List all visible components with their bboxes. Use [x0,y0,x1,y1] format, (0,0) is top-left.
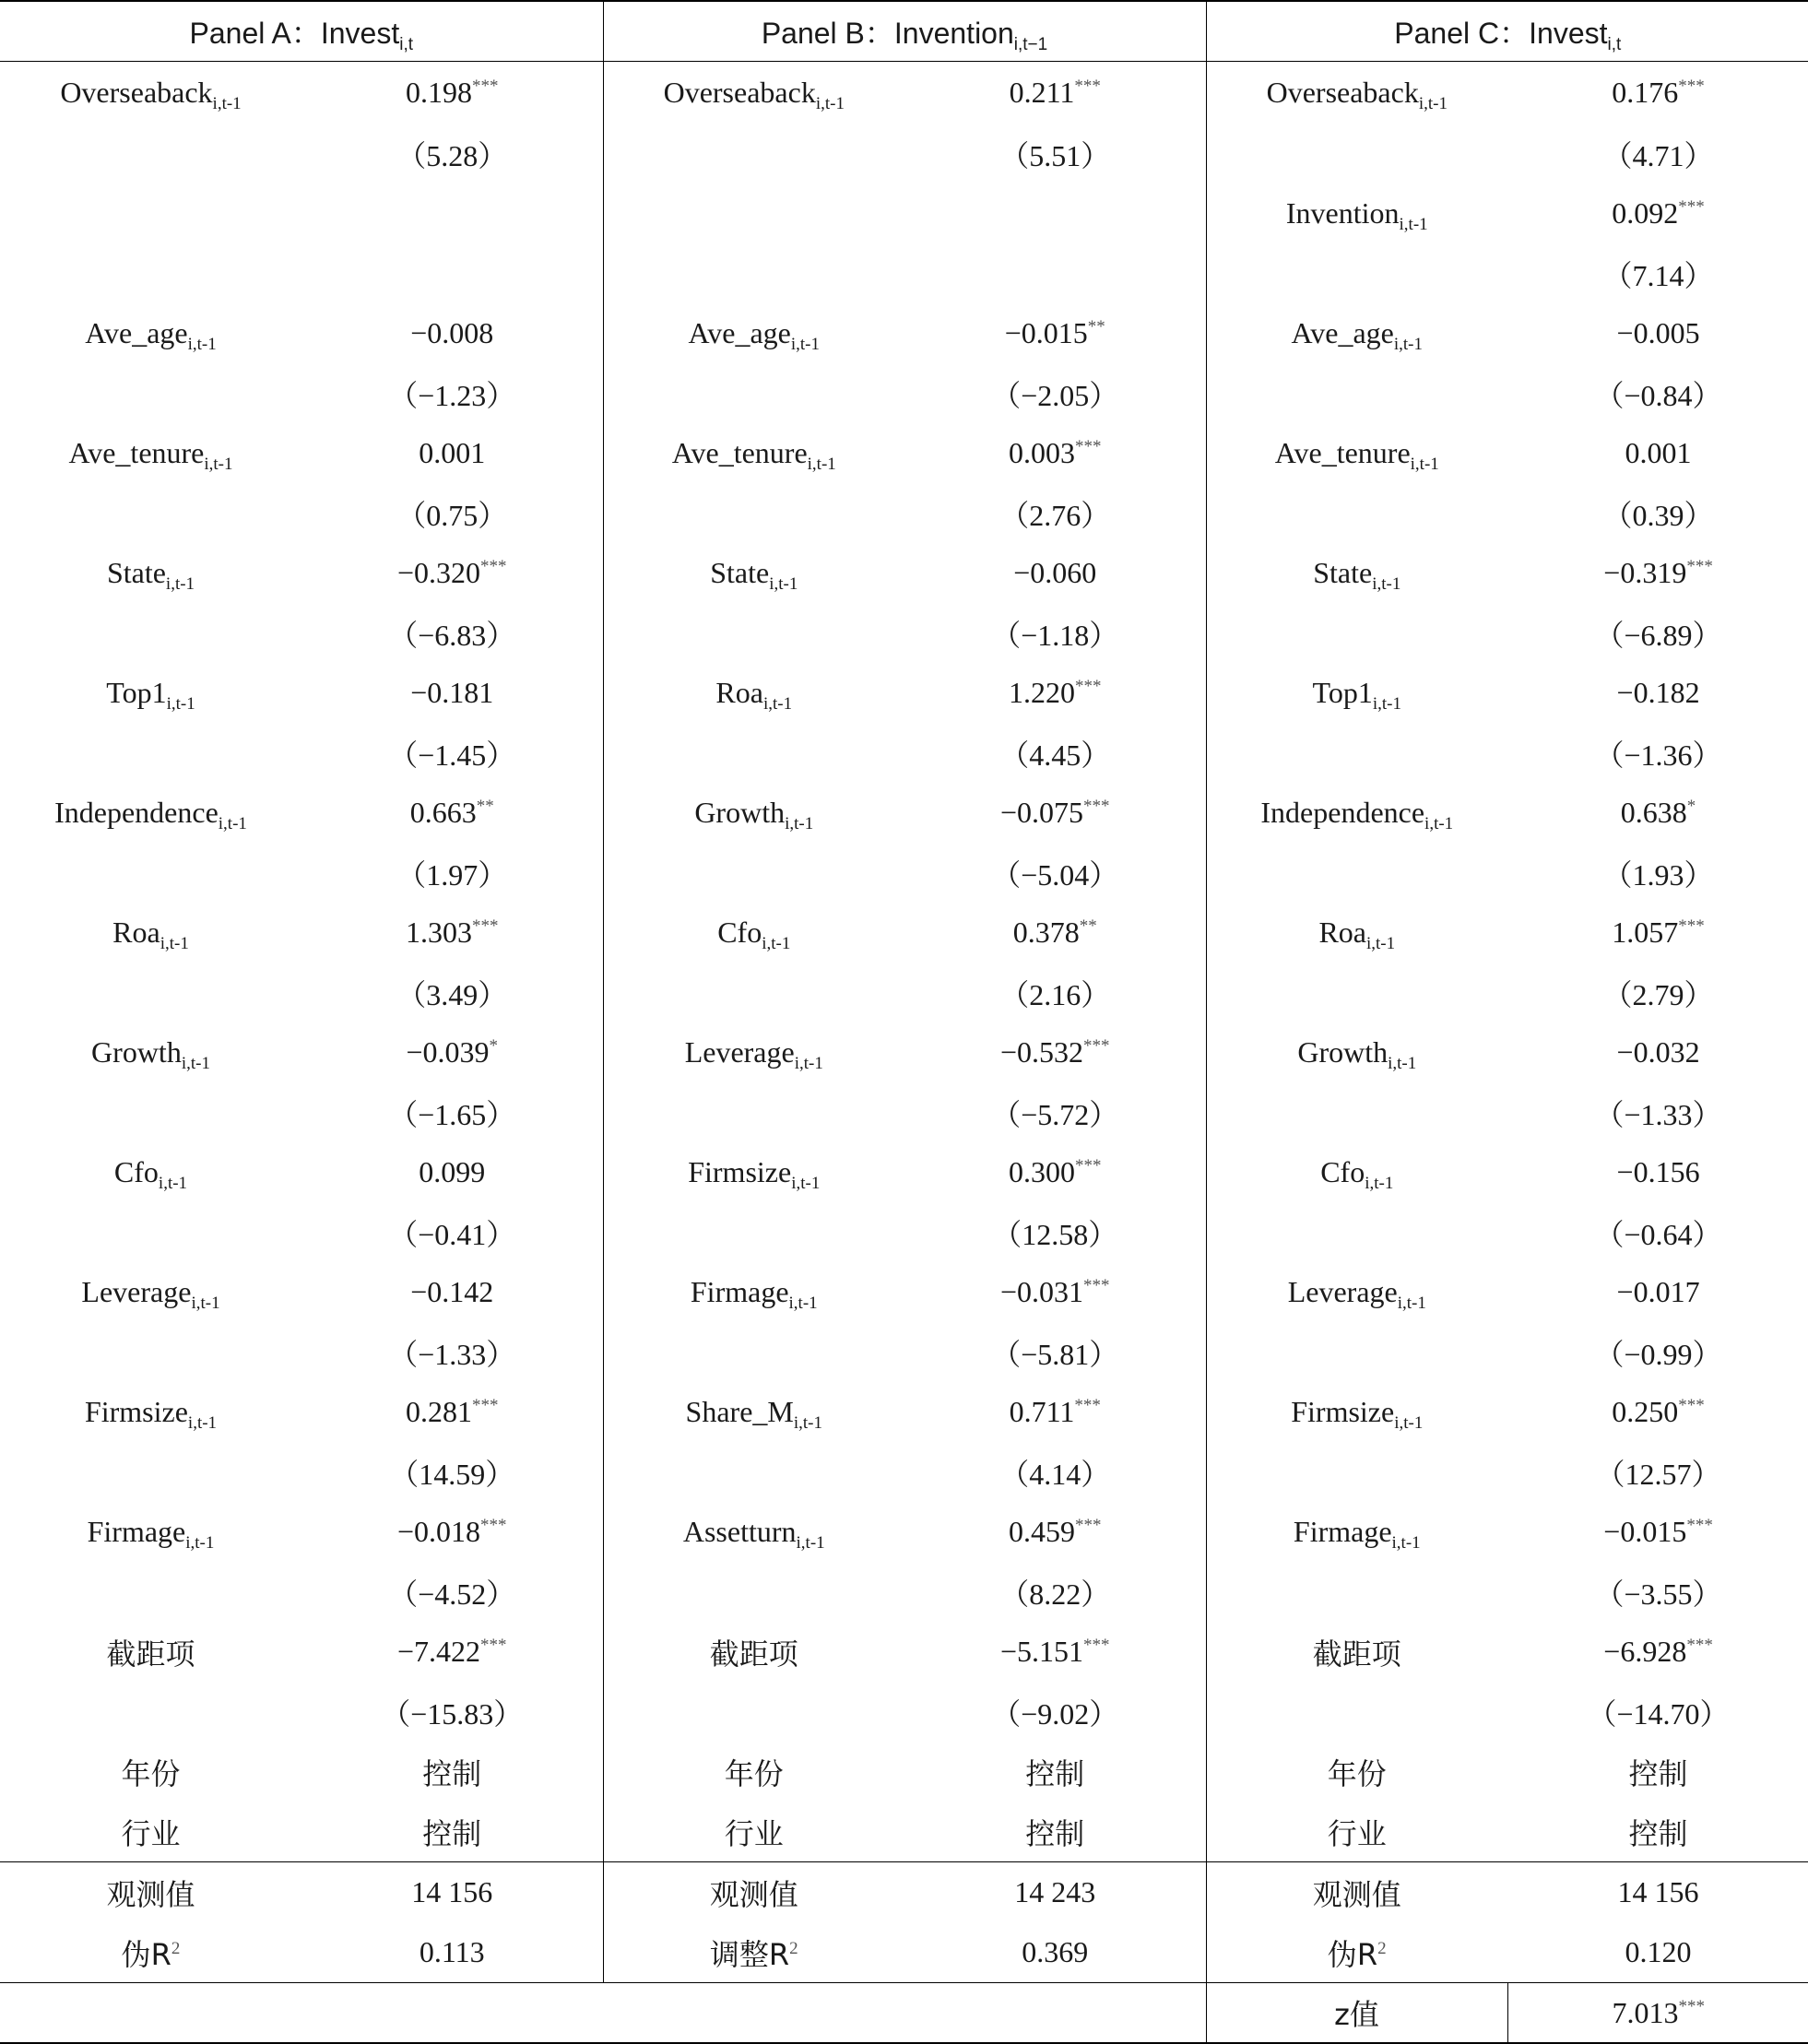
variable-label-cell [0,1202,301,1262]
variable-label-cell: Independence$_{i,t-1}$ [54,796,247,833]
variable-label-cell [1206,1442,1507,1502]
variable-label-cell: $Top1_{i,t-1}$ [1312,676,1401,714]
value-cell: 控制 [1628,1755,1688,1791]
z-value: 7.013*** [1507,1983,1808,2044]
table-row [0,1622,1808,1682]
value-cell: （−1.33） [1594,1097,1722,1131]
value-cell: 控制 [904,1802,1206,1862]
value-cell: 0.369 [904,1922,1206,1983]
value-cell: 0.250*** [1612,1395,1705,1428]
value-cell: （−6.89） [1594,618,1722,652]
table-row [0,1802,1808,1862]
variable-label-cell [0,183,301,243]
variable-label-cell: Overseaback$_{i,t-1}$ [1266,76,1448,113]
value-cell: −5.151*** [904,1622,1206,1682]
variable-label-cell [603,963,904,1022]
value-cell: 0.711*** [904,1382,1206,1442]
value-cell: −0.008 [301,303,603,363]
value-cell [904,243,1206,303]
variable-label-cell [1206,1202,1507,1262]
value-cell: 1.303*** [301,903,603,963]
value-cell: （3.49） [301,963,603,1022]
variable-label-cell: Cfo$_{i,t-1}$ [113,1155,188,1193]
variable-label-cell: 伪$R^2$ [1327,1936,1387,1972]
variable-label-cell: 年份 [724,1755,784,1791]
variable-label-cell [0,243,301,303]
table-row [0,1142,1808,1202]
value-cell: 0.120 [1625,1935,1692,1968]
value-cell: 0.378** [904,903,1206,963]
value-cell: −0.032 [1616,1035,1700,1069]
variable-label-cell [603,1442,904,1502]
value-cell: （−0.64） [1594,1217,1722,1251]
value-cell: （4.45） [904,723,1206,783]
variable-label-cell: 截距项 [1312,1636,1401,1672]
variable-label-cell: Overseaback$_{i,t-1}$ [663,76,845,113]
value-cell: −0.018*** [301,1502,603,1562]
value-cell: −0.039* [301,1022,603,1082]
variable-label-cell [0,124,301,183]
value-cell: −0.182 [1616,676,1700,709]
variable-label-cell [0,723,301,783]
variable-label-cell: 伪$R^2$ [121,1936,181,1972]
variable-label-cell [603,1562,904,1622]
value-cell: −0.532*** [904,1022,1206,1082]
variable-label-cell: Leverage$_{i,t-1}$ [684,1035,823,1073]
table-row [0,903,1808,963]
table-row [0,483,1808,543]
variable-label-cell: Overseaback$_{i,t-1}$ [60,76,242,113]
variable-label-cell: Firmsize$_{i,t-1}$ [1291,1395,1424,1433]
variable-label-cell [1206,843,1507,903]
value-cell: （−1.23） [301,363,603,423]
value-cell: （0.75） [301,483,603,543]
variable-label-cell [1206,1682,1507,1742]
variable-label-cell [0,1682,301,1742]
value-cell: −0.075*** [904,783,1206,843]
variable-label-cell: Leverage$_{i,t-1}$ [81,1275,220,1313]
value-cell: 控制 [301,1742,603,1802]
table-row [0,963,1808,1022]
value-cell: （−5.04） [904,843,1206,903]
variable-label-cell [603,843,904,903]
value-cell: （−5.81） [904,1322,1206,1382]
value-cell: −0.015** [904,303,1206,363]
value-cell: （1.93） [1602,857,1714,892]
value-cell: （2.16） [904,963,1206,1022]
value-cell: （−4.52） [301,1562,603,1622]
value-cell: 0.459*** [904,1502,1206,1562]
summary-row [0,1862,1808,1923]
value-cell: −0.181 [301,663,603,723]
value-cell: 0.113 [301,1922,603,1983]
variable-label-cell [603,483,904,543]
table-row [0,1442,1808,1502]
value-cell: −0.017 [1616,1275,1700,1308]
value-cell: （2.79） [1602,977,1714,1011]
variable-label-cell [0,843,301,903]
variable-label-cell: Ave_tenure$_{i,t-1}$ [1274,436,1439,474]
value-cell: （−2.05） [904,363,1206,423]
value-cell: −0.015*** [1603,1515,1713,1548]
z-value-label: z值 [1206,1983,1507,2044]
variable-label-cell [603,183,904,243]
variable-label-cell: Ave_age$_{i,t-1}$ [1291,316,1424,354]
table-row [0,603,1808,663]
value-cell: 0.099 [301,1142,603,1202]
value-cell: 0.211*** [904,62,1206,124]
variable-label-cell: 观测值 [0,1862,301,1923]
variable-label-cell [1206,723,1507,783]
table-row [0,783,1808,843]
table-row [0,1262,1808,1322]
table-row [0,843,1808,903]
variable-label-cell: State$_{i,t-1}$ [710,556,798,594]
value-cell: 控制 [301,1802,603,1862]
value-cell: （−1.36） [1594,738,1722,772]
variable-label-cell: Ave_tenure$_{i,t-1}$ [68,436,233,474]
variable-label-cell [0,1562,301,1622]
value-cell: （−14.70） [1587,1696,1730,1731]
value-cell: （−1.65） [301,1082,603,1142]
variable-label-cell [0,483,301,543]
variable-label-cell [0,1082,301,1142]
summary-row [0,1922,1808,1983]
variable-label-cell [1206,1082,1507,1142]
variable-label-cell [603,363,904,423]
table-row [0,1322,1808,1382]
variable-label-cell [1206,1562,1507,1622]
table-row [0,124,1808,183]
variable-label-cell: Ave_age$_{i,t-1}$ [85,316,217,354]
variable-label-cell [0,1442,301,1502]
variable-label-cell: 调整$R^2$ [709,1936,798,1972]
value-cell: −0.142 [301,1262,603,1322]
variable-label-cell: 截距项 [709,1636,798,1672]
table-row [0,1742,1808,1802]
value-cell: （−5.72） [904,1082,1206,1142]
variable-label-cell: Invention$_{i,t-1}$ [1285,196,1428,234]
value-cell [301,243,603,303]
table-row [0,543,1808,603]
variable-label-cell: Firmage$_{i,t-1}$ [87,1515,215,1553]
variable-label-cell: 截距项 [106,1636,195,1672]
variable-label-cell: 行业 [1327,1815,1387,1851]
variable-label-cell [1206,124,1507,183]
value-cell: （4.71） [1602,138,1714,172]
value-cell: −0.156 [1616,1155,1700,1188]
variable-label-cell [0,363,301,423]
table-row [0,663,1808,723]
value-cell: （−3.55） [1594,1577,1722,1611]
variable-label-cell [0,1322,301,1382]
value-cell: （−0.99） [1594,1337,1722,1371]
variable-label-cell: 年份 [1327,1755,1387,1791]
variable-label-cell: 行业 [121,1815,181,1851]
value-cell: 0.003*** [904,423,1206,483]
table-row [0,1082,1808,1142]
value-cell: 1.220*** [904,663,1206,723]
variable-label-cell: 行业 [724,1815,784,1851]
variable-label-cell: Assetturn$_{i,t-1}$ [682,1515,825,1553]
variable-label-cell [603,124,904,183]
value-cell: （−1.45） [301,723,603,783]
table-row [0,723,1808,783]
variable-label-cell: $Top1_{i,t-1}$ [106,676,195,714]
table-row [0,423,1808,483]
value-cell: −7.422*** [301,1622,603,1682]
variable-label-cell: Growth$_{i,t-1}$ [1297,1035,1417,1073]
value-cell: −6.928*** [1603,1635,1713,1668]
value-cell: 14 243 [904,1862,1206,1923]
value-cell: 0.198*** [301,62,603,124]
variable-label-cell [603,1322,904,1382]
variable-label-cell [603,243,904,303]
table-row [0,1502,1808,1562]
variable-label-cell [1206,243,1507,303]
value-cell: （−9.02） [904,1682,1206,1742]
value-cell: （8.22） [904,1562,1206,1622]
variable-label-cell [1206,483,1507,543]
table-row [0,62,1808,124]
variable-label-cell: Roa$_{i,t-1}$ [1318,916,1396,953]
value-cell: 14 156 [1507,1862,1808,1923]
variable-label-cell: 年份 [121,1755,181,1791]
variable-label-cell: Cfo$_{i,t-1}$ [1320,1155,1394,1193]
value-cell: （4.14） [904,1442,1206,1502]
variable-label-cell: Ave_age$_{i,t-1}$ [688,316,820,354]
table-row [0,1022,1808,1082]
variable-label-cell: Ave_tenure$_{i,t-1}$ [671,436,836,474]
value-cell: −0.031*** [904,1262,1206,1322]
value-cell: 1.057*** [1612,916,1705,949]
variable-label-cell: $Share\_M_{i,t-1}$ [685,1395,822,1433]
variable-label-cell: Leverage$_{i,t-1}$ [1287,1275,1426,1313]
variable-label-cell: 观测值 [603,1862,904,1923]
table-row [0,1682,1808,1742]
panel-c-header: Panel C：Invest$_{i,t}$ [1206,1,1808,62]
value-cell: 控制 [904,1742,1206,1802]
table-row [0,243,1808,303]
value-cell: （1.97） [301,843,603,903]
value-cell: −0.060 [904,543,1206,603]
variable-label-cell: Firmsize$_{i,t-1}$ [688,1155,821,1193]
value-cell: （14.59） [301,1442,603,1502]
variable-label-cell [603,723,904,783]
value-cell: 0.001 [301,423,603,483]
variable-label-cell [1206,963,1507,1022]
value-cell: （5.51） [904,124,1206,183]
empty-cell [0,1983,1206,2044]
value-cell: 0.638* [1620,796,1696,829]
value-cell: 0.663** [301,783,603,843]
variable-label-cell: Cfo$_{i,t-1}$ [717,916,791,953]
variable-label-cell: Firmsize$_{i,t-1}$ [84,1395,218,1433]
value-cell [904,183,1206,243]
variable-label-cell: Roa$_{i,t-1}$ [112,916,189,953]
header-row [0,1,1808,62]
variable-label-cell [0,603,301,663]
variable-label-cell [603,603,904,663]
variable-label-cell: 观测值 [1206,1862,1507,1923]
value-cell: （−6.83） [301,603,603,663]
variable-label-cell [0,963,301,1022]
variable-label-cell [1206,603,1507,663]
variable-label-cell [603,1202,904,1262]
variable-label-cell: State$_{i,t-1}$ [1313,556,1401,594]
variable-label-cell: State$_{i,t-1}$ [106,556,195,594]
value-cell: （−0.41） [301,1202,603,1262]
value-cell: −0.320*** [301,543,603,603]
panel-b-header: Panel B：Invention$_{i,t-1}$ [603,1,1206,62]
table-row [0,1202,1808,1262]
value-cell: （7.14） [1602,258,1714,292]
value-cell: 控制 [1628,1815,1688,1851]
variable-label-cell [603,1082,904,1142]
table-row [0,183,1808,243]
table-row [0,1382,1808,1442]
z-value-row [0,1983,1808,2044]
value-cell: 0.092*** [1612,196,1705,230]
variable-label-cell [1206,1322,1507,1382]
value-cell: （−15.83） [301,1682,603,1742]
value-cell: （12.57） [1595,1457,1721,1491]
value-cell: （−1.18） [904,603,1206,663]
table-row [0,303,1808,363]
variable-label-cell: Firmage$_{i,t-1}$ [690,1275,818,1313]
variable-label-cell: Growth$_{i,t-1}$ [91,1035,210,1073]
value-cell: 0.001 [1625,436,1692,469]
value-cell: −0.005 [1616,316,1700,349]
value-cell: （5.28） [301,124,603,183]
value-cell: （12.58） [904,1202,1206,1262]
table-row [0,363,1808,423]
value-cell: −0.319*** [1603,556,1713,589]
value-cell [301,183,603,243]
variable-label-cell [603,1682,904,1742]
value-cell: （−0.84） [1594,378,1722,412]
value-cell: 0.176*** [1612,76,1705,109]
variable-label-cell: Firmage$_{i,t-1}$ [1293,1515,1421,1553]
value-cell: 14 156 [301,1862,603,1923]
value-cell: （−1.33） [301,1322,603,1382]
value-cell: 0.300*** [904,1142,1206,1202]
value-cell: （2.76） [904,483,1206,543]
table-row [0,1562,1808,1622]
variable-label-cell [1206,363,1507,423]
variable-label-cell: Roa$_{i,t-1}$ [715,676,793,714]
variable-label-cell: Growth$_{i,t-1}$ [694,796,814,833]
panel-a-header: Panel A：Invest$_{i,t}$ [0,1,603,62]
value-cell: 0.281*** [301,1382,603,1442]
value-cell: （0.39） [1602,498,1714,532]
variable-label-cell: Independence$_{i,t-1}$ [1260,796,1454,833]
